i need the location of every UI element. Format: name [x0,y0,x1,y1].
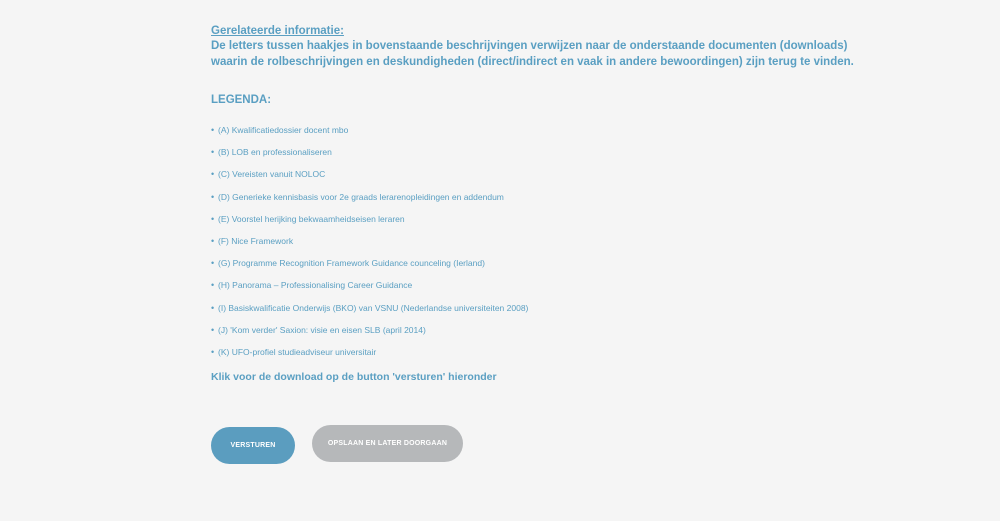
list-item-label: (E) Voorstel herijking bekwaamheidseisen leraren [218,213,405,224]
list-item-label: (G) Programme Recognition Framework Guidance counceling (Ierland) [218,258,485,269]
list-item [211,190,811,212]
list-item-label: (A) Kwalificatiedossier docent mbo [218,125,349,135]
list-item [211,234,811,256]
list-item [211,301,811,323]
bullet-icon: • [211,125,215,135]
list-item-label: (D) Generieke kennisbasis voor 2e graads lerarenopleidingen en addendum [218,191,504,202]
list-item [211,278,811,300]
list-item [211,212,811,234]
list-item-label: (C) Vereisten vanuit NOLOC [218,169,326,180]
bullet-icon: • [211,280,215,291]
submit-button[interactable]: VERSTUREN [211,427,295,464]
list-item-label: (H) Panorama – Professionalising Career Guidance [218,280,413,291]
list-item [211,323,811,345]
bullet-icon: • [211,235,215,246]
bullet-icon: • [211,169,215,180]
related-info-line-1: De letters tussen haakjes in bovenstaande beschrijvingen verwijzen naar de onderstaande documenten (downloads) [211,40,848,52]
list-item-label: (J) 'Kom verder' Saxion: visie en eisen SLB (april 2014) [218,324,426,335]
list-item [211,167,811,189]
legenda-title: LEGENDA: [211,94,272,106]
related-info-text [211,39,854,70]
list-item [211,145,811,167]
download-instruction: Klik voor de download op de button 'versturen' hieronder [211,371,497,383]
list-item-label: (F) Nice Framework [218,235,294,246]
legend-list [211,123,811,367]
list-item [211,256,811,278]
content-area [211,24,854,383]
related-info-line-2: waarin de rolbeschrijvingen en deskundigheden (direct/indirect en vaak in andere bewoordingen) zijn terug te vinden. [211,55,854,68]
list-item-label: (I) Basiskwalificatie Onderwijs (BKO) van VSNU (Nederlandse universiteiten 2008) [218,302,529,313]
bullet-icon: • [211,302,215,313]
list-item-label: (B) LOB en professionaliseren [218,147,332,158]
related-info-title: Gerelateerde informatie: [211,25,344,37]
list-item [211,123,811,145]
bullet-icon: • [211,213,215,224]
bullet-icon: • [211,346,215,357]
bullet-icon: • [211,191,215,202]
save-and-continue-later-button[interactable]: OPSLAAN EN LATER DOORGAAN [312,425,463,462]
list-item-label: (K) UFO-profiel studieadviseur universitair [218,346,377,357]
list-item [211,345,811,367]
bullet-icon: • [211,324,215,335]
bullet-icon: • [211,147,215,158]
bullet-icon: • [211,258,215,269]
